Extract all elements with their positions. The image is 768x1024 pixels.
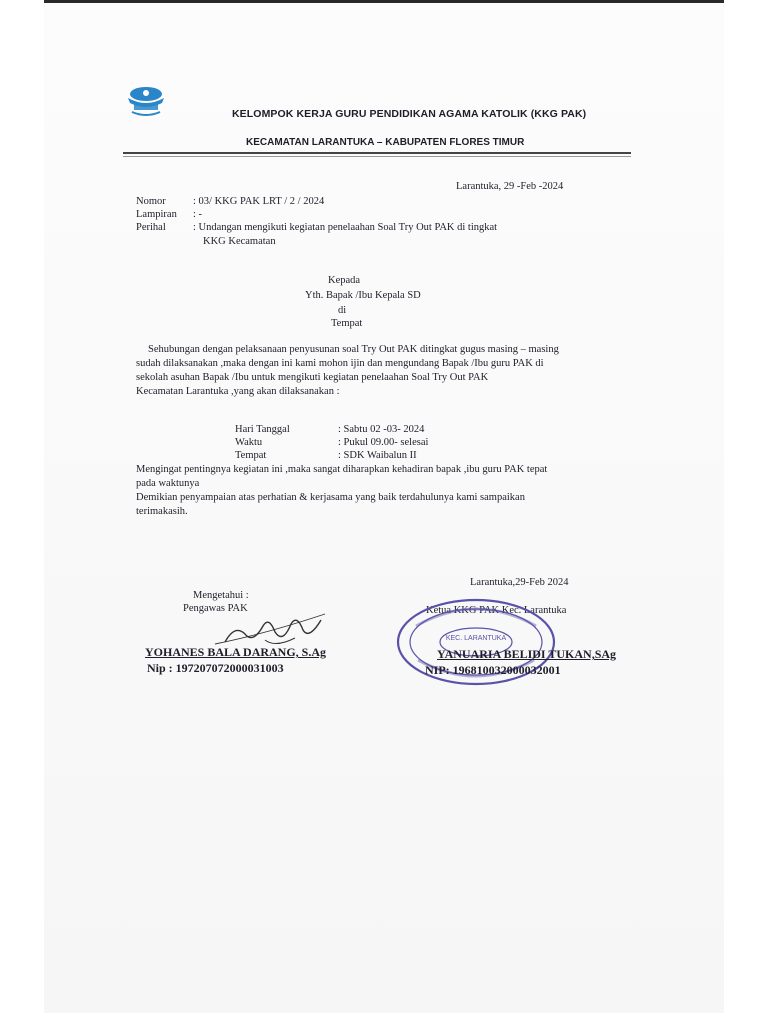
kkg-logo-icon [124,84,168,118]
right-signer-nip: NIP: 196810032000032001 [425,663,561,677]
schedule-tempat-label: Tempat [235,450,267,461]
lampiran-value: : - [193,209,203,220]
closing-line-3: Demikian penyampaian atas perhatian & kerjasama yang baik terdahulunya kami sampaikan [136,492,525,503]
left-signer-name: YOHANES BALA DARANG, S.Ag [145,645,327,659]
stamp-center-text: KEC. LARANTUKA [445,635,507,642]
nomor-label: Nomor [136,196,166,207]
closing-line-2: pada waktunya [136,478,200,489]
header-divider-thin [123,156,631,157]
header-org-name: KELOMPOK KERJA GURU PENDIDIKAN AGAMA KATOLIK (KKG PAK) [232,108,587,120]
schedule-tempat-value: : SDK Waibalun II [338,450,417,461]
header-region: KECAMATAN LARANTUKA – KABUPATEN FLORES TIMUR [246,137,525,148]
perihal-label: Perihal [136,222,166,233]
recipient-name: Yth. Bapak /Ibu Kepala SD [305,290,421,301]
letter-place-date: Larantuka, 29 -Feb -2024 [456,181,564,192]
recipient-tempat: Tempat [331,318,363,329]
schedule-hari-value: : Sabtu 02 -03- 2024 [338,424,425,435]
schedule-waktu-label: Waktu [235,437,263,448]
body-line-2: sudah dilaksanakan ,maka dengan ini kami mohon ijin dan mengundang Bapak /Ibu guru PAK di [136,358,544,369]
nomor-value: : 03/ KKG PAK LRT / 2 / 2024 [193,196,325,207]
lampiran-label: Lampiran [136,209,177,220]
closing-line-4: terimakasih. [136,506,188,517]
right-signer-title: Ketua KKG PAK Kec. Larantuka [426,605,567,616]
header-divider [123,152,631,154]
left-signer-nip: Nip : 197207072000031003 [147,661,284,675]
handwritten-signature [205,604,335,650]
signature-place-date: Larantuka,29-Feb 2024 [470,577,569,588]
right-signer-name: YANUARIA BELIDI TUKAN,SAg [437,647,617,661]
schedule-waktu-value: : Pukul 09.00- selesai [338,437,429,448]
body-line-3: sekolah asuhan Bapak /Ibu untuk mengikuti kegiatan penelaahan Soal Try Out PAK [136,372,489,383]
perihal-value-cont: KKG Kecamatan [203,236,276,247]
body-line-4: Kecamatan Larantuka ,yang akan dilaksanakan : [136,386,340,397]
recipient-di: di [338,305,347,316]
left-signer-title-1: Mengetahui : [193,590,249,601]
left-signer-title-2: Pengawas PAK [183,603,248,614]
schedule-hari-label: Hari Tanggal [235,424,290,435]
body-line-1: Sehubungan dengan pelaksanaan penyusunan soal Try Out PAK ditingkat gugus masing – masing [148,344,559,355]
closing-line-1: Mengingat pentingnya kegiatan ini ,maka sangat diharapkan kehadiran bapak ,ibu guru PAK tepat [136,464,548,475]
perihal-value: : Undangan mengikuti kegiatan penelaahan Soal Try Out PAK di tingkat [193,222,498,233]
recipient-kepada: Kepada [328,275,361,286]
